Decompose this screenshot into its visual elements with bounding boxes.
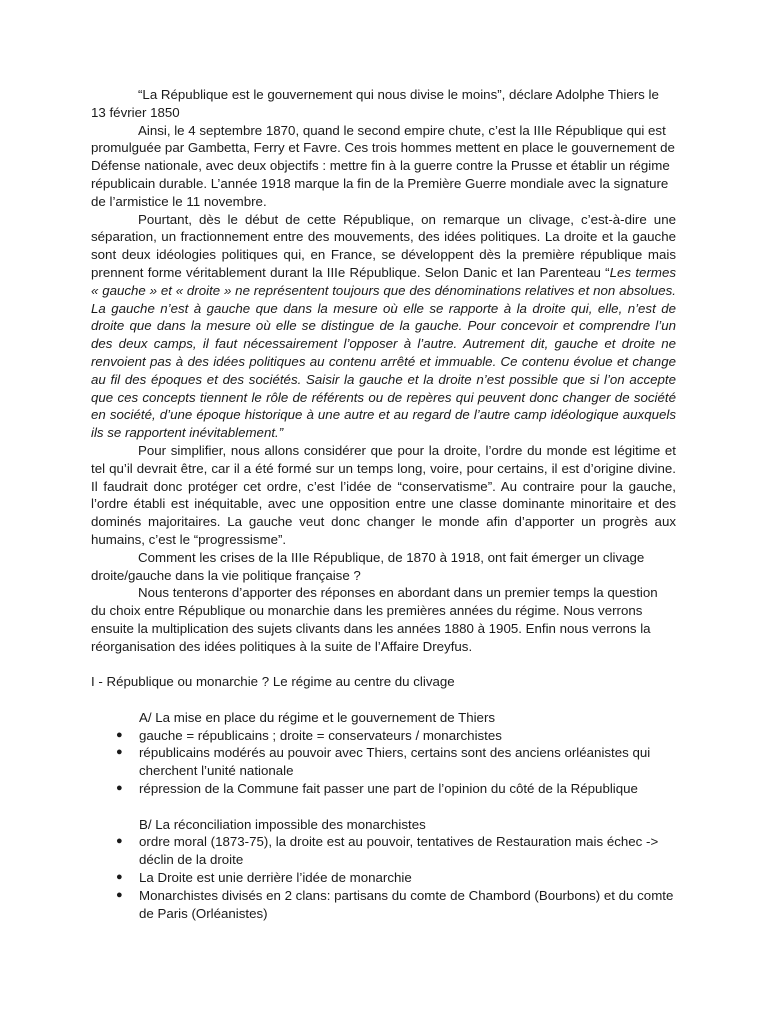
bullet-icon: ● xyxy=(116,871,123,884)
section-1-title: I - République ou monarchie ? Le régime au centre du clivage xyxy=(91,674,455,690)
subsection-b-list xyxy=(91,833,676,922)
bullet-icon: ● xyxy=(116,728,123,741)
subsection-a-list xyxy=(91,727,676,798)
spacer xyxy=(91,798,676,816)
list-item xyxy=(91,727,676,745)
bullet-icon: ● xyxy=(116,888,123,901)
bullet-icon: ● xyxy=(116,835,123,848)
subsection-b-title: B/ La réconciliation impossible des monarchistes xyxy=(139,816,426,832)
paragraph-definitions: Pour simplifier, nous allons considérer que pour la droite, l’ordre du monde est légitime et tel qu’il devrait être, car il a été formé sur un temps long, voire, pour certains, il est d’origine divine. Il faudrait donc protéger cet ordre, c’est l’idée de “conservatisme”. Au contraire pour la gauche, l’ordre établi est inéquitable, avec une opposition entre une classe dominante minoritaire et des dominés majoritaires. La gauche veut donc changer le monde afin d’apporter un progrès aux humains, c’est le “progressisme”. xyxy=(91,442,676,547)
subsection-a-title: A/ La mise en place du régime et le gouvernement de Thiers xyxy=(139,709,496,725)
list-item-text: ordre moral (1873-75), la droite est au pouvoir, tentatives de Restauration mais échec -> déclin de la droite xyxy=(139,834,659,868)
list-item-text: répression de la Commune fait passer une part de l’opinion du côté de la République xyxy=(139,781,638,797)
list-item-text: La Droite est unie derrière l’idée de monarchie xyxy=(139,870,412,886)
paragraph-clivage-intro: Pourtant, dès le début de cette République, on remarque un clivage, c’est-à-dire une séparation, un fractionnement entre des mouvements, des idées politiques. La droite et la gauche sont deux idéologies politiques qui, en France, se développent dès la première république mais prennent forme véritablement durant la IIIe République. Selon Danic et Ian Parenteau “ xyxy=(91,211,676,280)
list-item xyxy=(91,887,676,923)
paragraph-clivage xyxy=(91,211,676,442)
list-item xyxy=(91,780,676,798)
list-item-text: républicains modérés au pouvoir avec Thiers, certains sont des anciens orléanistes qui cherchent l’unité nationale xyxy=(139,745,651,779)
paragraph-thiers-quote: “La République est le gouvernement qui nous divise le moins”, déclare Adolphe Thiers le 13 février 1850 xyxy=(91,87,659,120)
list-item-text: Monarchistes divisés en 2 clans: partisans du comte de Chambord (Bourbons) et du comte de Paris (Orléanistes) xyxy=(139,887,674,921)
list-item xyxy=(91,833,676,869)
list-item xyxy=(91,744,676,780)
parenteau-quote: Les termes « gauche » et « droite » ne représentent toujours que des dénominations relatives et non absolues. La gauche n’est à gauche que dans la mesure où elle se rapporte à la droite qui, elle, n’est de droite que dans la mesure où elle se distingue de la gauche. Pour concevoir et comprendre l’un des deux camps, il faut nécessairement l’opposer à l’autre. Autrement dit, gauche et droite ne renvoient pas à des idées politiques au contenu arrêté et immuable. Ce contenu évolue et change au fil des époques et des sociétés. Saisir la gauche et la droite n’est possible que si l’on accepte que ces concepts tiennent le rôle de référents ou de repères qui peuvent donc changer de société en société, d’une époque historique à une autre et au regard de l’autre camp idéologique auxquels ils se rapportent inévitablement. xyxy=(91,264,676,441)
list-item xyxy=(91,869,676,887)
bullet-icon: ● xyxy=(116,746,123,759)
spacer xyxy=(91,691,676,709)
bullet-icon: ● xyxy=(116,782,123,795)
paragraph-third-republic: Ainsi, le 4 septembre 1870, quand le second empire chute, c’est la IIIe République qui est promulguée par Gambetta, Ferry et Favre. Ces trois hommes mettent en place le gouvernement de Défense nationale, avec deux objectifs : mettre fin à la guerre contre la Prusse et établir un régime républicain durable. L’année 1918 marque la fin de la Première Guerre mondiale avec la signature de l’armistice le 11 novembre. xyxy=(91,122,675,209)
paragraph-problematique: Comment les crises de la IIIe République, de 1870 à 1918, ont fait émerger un clivage droite/gauche dans la vie politique française ? xyxy=(91,549,645,583)
parenteau-quote-close: ” xyxy=(278,425,284,441)
list-item-text: gauche = républicains ; droite = conservateurs / monarchistes xyxy=(139,727,502,743)
paragraph-annonce-plan: Nous tenterons d’apporter des réponses en abordant dans un premier temps la question du choix entre République ou monarchie dans les premières années du régime. Nous verrons ensuite la multiplication des sujets clivants dans les années 1880 à 1905. Enfin nous verrons la réorganisation des idées politiques à la suite de l’Affaire Dreyfus. xyxy=(91,585,658,654)
spacer xyxy=(91,656,676,674)
document-page xyxy=(91,86,676,922)
